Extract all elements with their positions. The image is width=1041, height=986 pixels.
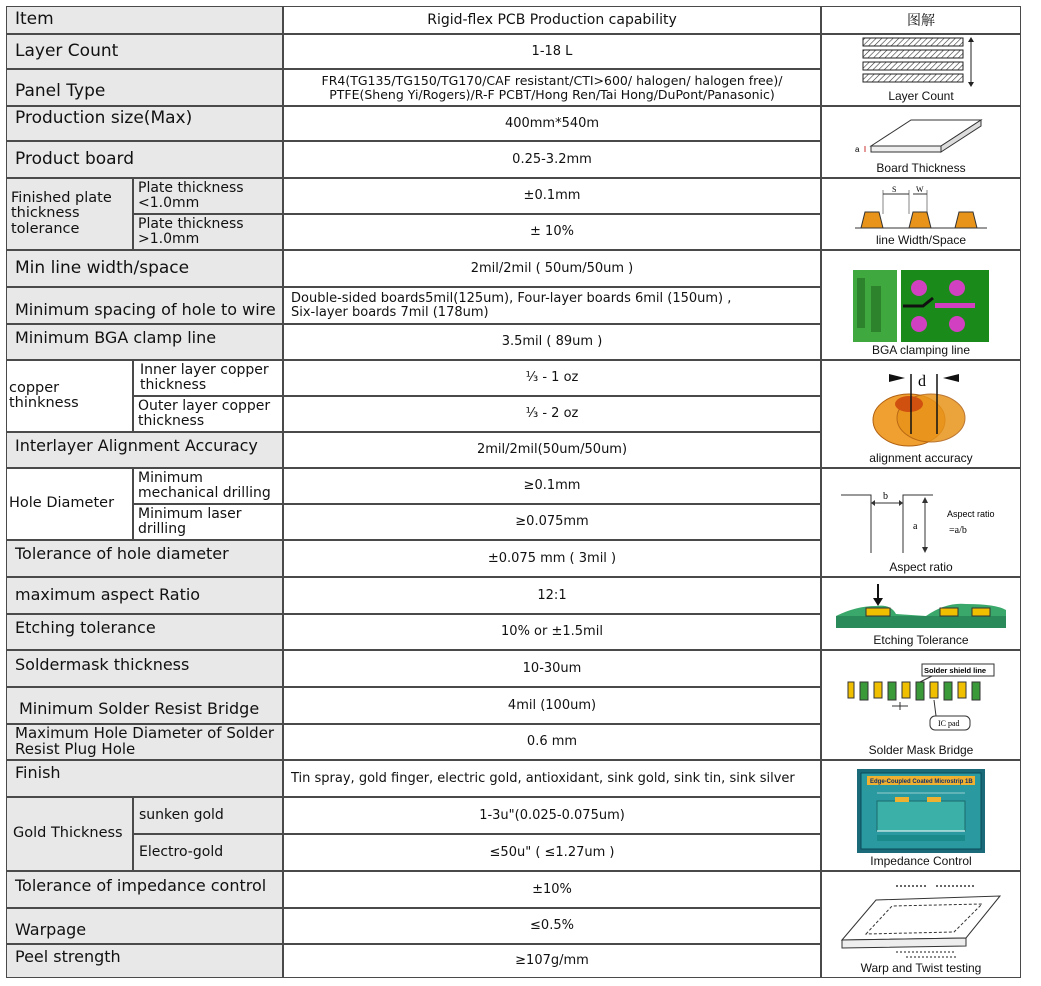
header-title: Rigid-flex PCB Production capability — [283, 6, 821, 34]
row-alignment-value: 2mil/2mil(50um/50um) — [283, 432, 821, 468]
row-peel-value: ≥107g/mm — [283, 944, 821, 978]
row-plug-hole-value: 0.6 mm — [283, 724, 821, 760]
row-aspect-label: maximum aspect Ratio — [6, 577, 283, 614]
row-copper-sub1: Inner layer copper thickness — [133, 360, 283, 396]
row-production-size-value: 400mm*540m — [283, 106, 821, 141]
diagram-impedance — [821, 760, 1021, 871]
row-min-line-label: Min line width/space — [6, 250, 283, 287]
row-min-line-value: 2mil/2mil ( 50um/50um ) — [283, 250, 821, 287]
row-layer-count-label: Layer Count — [6, 34, 283, 69]
row-hole-diameter-val2: ≥0.075mm — [283, 504, 821, 540]
diagram-bga-caption: BGA clamping line — [871, 343, 971, 357]
row-finished-tol-val1: ±0.1mm — [283, 178, 821, 214]
row-solder-bridge-value: 4mil (100um) — [283, 687, 821, 724]
row-gold-label: Gold Thickness — [6, 797, 133, 871]
line-w-label: W — [916, 185, 924, 194]
row-finished-tol-label: Finished plate thickness tolerance — [6, 178, 133, 250]
ic-pad-label: IC pad — [938, 719, 960, 728]
diagram-warp — [821, 871, 1021, 978]
impedance-inner-title: Edge-Coupled Coated Microstrip 1B — [870, 779, 973, 785]
aspect-formula-l2: =a/b — [949, 525, 967, 536]
row-layer-count-value: 1-18 L — [283, 34, 821, 69]
row-gold-val1: 1-3u"(0.025-0.075um) — [283, 797, 821, 834]
panel-type-line-2: PTFE(Sheng Yi/Rogers)/R-F PCBT/Hong Ren/Tai Hong/DuPont/Panasonic) — [329, 86, 775, 102]
row-warpage-value: ≤0.5% — [283, 908, 821, 944]
row-hole-diameter-val1: ≥0.1mm — [283, 468, 821, 504]
header-item: Item — [6, 6, 283, 34]
row-min-spacing-value — [283, 287, 821, 324]
diagram-alignment-caption: alignment accuracy — [869, 451, 973, 465]
row-etching-label: Etching tolerance — [6, 614, 283, 650]
row-hole-diameter-label: Hole Diameter — [6, 468, 133, 540]
capability-table — [6, 6, 1021, 978]
row-gold-sub2: Electro-gold — [133, 834, 283, 871]
diagram-line-width-caption: line Width/Space — [875, 233, 967, 247]
row-warpage-label: Warpage — [6, 908, 283, 944]
diagram-warp-caption: Warp and Twist testing — [860, 961, 982, 975]
aspect-b-label: b — [883, 491, 888, 502]
aspect-a-label: a — [913, 521, 918, 532]
aspect-formula-l1: Aspect ratio — [947, 509, 995, 519]
row-aspect-value: 12:1 — [283, 577, 821, 614]
min-spacing-line-1: Double-sided boards5mil(125um), Four-layer boards 6mil (150um) , — [291, 290, 732, 306]
row-panel-type-value — [283, 69, 821, 106]
alignment-icon — [861, 364, 981, 450]
row-copper-sub2: Outer layer copper thickness — [133, 396, 283, 432]
diagram-impedance-caption: Impedance Control — [870, 854, 972, 868]
board-thickness-icon — [851, 112, 991, 160]
solder-shield-label: Solder shield line — [924, 666, 987, 675]
row-copper-label: copper thinkness — [6, 360, 133, 432]
impedance-icon — [857, 769, 985, 853]
row-production-size-label: Production size(Max) — [6, 106, 283, 141]
alignment-d-label: d — [918, 373, 926, 390]
bga-icon — [853, 270, 989, 342]
row-hole-tol-label: Tolerance of hole diameter — [6, 540, 283, 577]
row-solder-bridge-label: Minimum Solder Resist Bridge — [6, 687, 283, 724]
diagram-etching — [821, 577, 1021, 650]
row-soldermask-label: Soldermask thickness — [6, 650, 283, 687]
diagram-aspect — [821, 468, 1021, 577]
solder-mask-icon — [846, 660, 996, 742]
warp-icon — [836, 880, 1006, 960]
row-hole-diameter-sub1: Minimum mechanical drilling — [133, 468, 283, 504]
etching-icon — [836, 584, 1006, 632]
diagram-layer-count-caption: Layer Count — [888, 89, 954, 103]
diagram-board-thickness-caption: Board Thickness — [876, 161, 966, 175]
diagram-board-thickness — [821, 106, 1021, 178]
diagram-etching-caption: Etching Tolerance — [873, 633, 969, 647]
row-hole-diameter-sub2: Minimum laser drilling — [133, 504, 283, 540]
panel-type-line-1: FR4(TG135/TG150/TG170/CAF resistant/CTI>600/ halogen/ halogen free)/ — [321, 73, 783, 89]
diagram-aspect-caption: Aspect ratio — [889, 560, 953, 574]
row-soldermask-value: 10-30um — [283, 650, 821, 687]
row-min-bga-value: 3.5mil ( 89um ) — [283, 324, 821, 360]
diagram-line-width — [821, 178, 1021, 250]
row-impedance-tol-label: Tolerance of impedance control — [6, 871, 283, 908]
row-product-board-label: Product board — [6, 141, 283, 178]
row-gold-sub1: sunken gold — [133, 797, 283, 834]
header-diagram: 图解 — [821, 6, 1021, 34]
line-s-label: S — [892, 185, 897, 194]
diagram-solder-mask-caption: Solder Mask Bridge — [868, 743, 974, 757]
row-alignment-label: Interlayer Alignment Accuracy — [6, 432, 283, 468]
min-spacing-line-2: Six-layer boards 7mil (178um) — [291, 304, 489, 320]
row-impedance-tol-value: ±10% — [283, 871, 821, 908]
row-product-board-value: 0.25-3.2mm — [283, 141, 821, 178]
line-width-icon — [851, 184, 991, 232]
row-plug-hole-label: Maximum Hole Diameter of Solder Resist Plug Hole — [6, 724, 283, 760]
row-copper-val2: ⅓ - 2 oz — [283, 396, 821, 432]
board-thickness-a-label: a — [855, 145, 860, 154]
row-etching-value: 10% or ±1.5mil — [283, 614, 821, 650]
aspect-ratio-icon — [831, 479, 1011, 559]
row-finish-value: Tin spray, gold finger, electric gold, antioxidant, sink gold, sink tin, sink silver — [283, 760, 821, 797]
row-finished-tol-sub2: Plate thickness >1.0mm — [133, 214, 283, 250]
row-min-spacing-label: Minimum spacing of hole to wire — [6, 287, 283, 324]
diagram-solder-mask — [821, 650, 1021, 760]
row-panel-type-label: Panel Type — [6, 69, 283, 106]
row-finished-tol-sub1: Plate thickness <1.0mm — [133, 178, 283, 214]
diagram-bga — [821, 250, 1021, 360]
row-hole-tol-value: ±0.075 mm ( 3mil ) — [283, 540, 821, 577]
row-copper-val1: ⅓ - 1 oz — [283, 360, 821, 396]
row-peel-label: Peel strength — [6, 944, 283, 978]
diagram-layer-count — [821, 34, 1021, 106]
row-finish-label: Finish — [6, 760, 283, 797]
layer-stack-icon — [861, 36, 981, 88]
diagram-alignment — [821, 360, 1021, 468]
row-gold-val2: ≤50u" ( ≤1.27um ) — [283, 834, 821, 871]
row-finished-tol-val2: ± 10% — [283, 214, 821, 250]
row-min-bga-label: Minimum BGA clamp line — [6, 324, 283, 360]
